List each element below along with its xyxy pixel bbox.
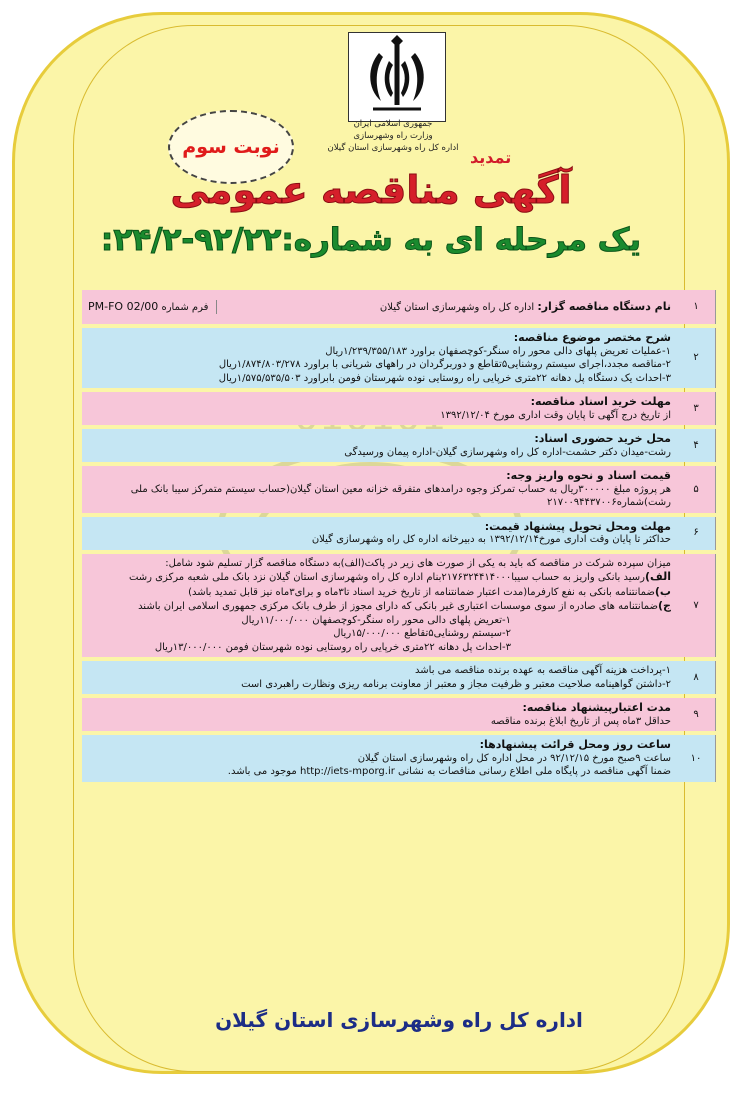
row-intro: میزان سپرده شرکت در مناقصه که باید به یکی از صورت های زیر در پاکت(الف)به دستگاه مناقصه گزار تسلیم شود شامل:	[165, 557, 671, 569]
deposit-item: ۲-سیستم روشنایی۵تقاطع ۱۵/۰۰۰/۰۰۰ریال	[333, 628, 511, 639]
row-heading: ساعت روز ومحل قرائت پیشنهادها:	[479, 738, 671, 751]
row-content	[82, 290, 677, 324]
option-label: الف)	[644, 570, 671, 583]
row-line: ۲-مناقصه مجدد،اجرای سیستم روشنایی۵تقاطع و دوربرگردان در راههای شریانی با براورد ۱/۸۷۴/۸۰۳/۲۷۸ریال	[218, 359, 671, 370]
row-text: اداره کل راه وشهرسازی استان گیلان	[379, 301, 535, 313]
row-line: ۱-عملیات تعریض پلهای دالی محور راه سنگر-کوچصفهان براورد ۱/۲۳۹/۳۵۵/۱۸۳ریال	[325, 345, 671, 357]
row-heading: مهلت ومحل تحویل پیشنهاد قیمت:	[484, 519, 671, 533]
table-row	[82, 466, 716, 513]
page-title: آگهی مناقصه عمومی	[170, 168, 572, 212]
table-row	[82, 735, 716, 782]
row-line: رشت-میدان دکتر حشمت-اداره کل راه وشهرسازی گیلان-اداره پیمان ورسیدگی	[344, 446, 671, 458]
row-number: ۲	[677, 328, 716, 388]
row-number: ۵	[677, 466, 716, 513]
row-number: ۸	[677, 661, 716, 694]
row-content	[82, 698, 677, 731]
round-badge-text: نوبت سوم	[182, 136, 280, 158]
row-content	[82, 517, 677, 550]
site-url-link[interactable]: http://iets-mporg.ir	[299, 766, 395, 777]
option-label: ب)	[654, 584, 671, 598]
row-content	[82, 392, 677, 425]
table-row	[82, 429, 716, 462]
row-content	[82, 328, 677, 388]
row-number: ۱	[677, 290, 716, 324]
emblem-line-3: اداره کل راه وشهرسازی استان گیلان	[327, 143, 459, 153]
row-number: ۳	[677, 392, 716, 425]
row-heading: مهلت خرید اسناد مناقصه:	[530, 395, 671, 408]
table-row	[82, 290, 716, 324]
option-text: ضمانتنامه های صادره از سوی موسسات اعتباری غیر بانکی که دارای مجوز از طرف بانک مرکزی جمهوری اسلامی ایران باشند	[138, 601, 659, 612]
row-line: حداقل ۳ماه پس از تاریخ ابلاغ برنده مناقصه	[490, 715, 671, 727]
emblem-line-2: وزارت راه وشهرسازی	[353, 131, 433, 141]
row-line: از تاریخ درج آگهی تا پایان وقت اداری مورخ ۱۳۹۲/۱۲/۰۴	[440, 409, 671, 421]
tender-table	[82, 286, 716, 786]
footer-organization: اداره کل راه وشهرسازی استان گیلان	[215, 1008, 583, 1032]
row-line: حداکثر تا پایان وقت اداری مورخ۱۳۹۲/۱۲/۱۴ به دبیرخانه اداره کل راه وشهرسازی گیلان	[311, 534, 671, 545]
row-number: ۶	[677, 517, 716, 550]
row-content	[82, 661, 677, 694]
row-heading: محل خرید حضوری اسناد:	[534, 432, 671, 445]
row-line: ساعت ۹صبح مورخ ۹۲/۱۲/۱۵ در محل اداره کل راه وشهرسازی استان گیلان	[357, 752, 671, 764]
row-heading: مدت اعتبارپیشنهاد مناقصه:	[522, 701, 671, 714]
row-heading: قیمت اسناد و نحوه واریز وجه:	[506, 469, 671, 482]
iran-emblem-icon	[349, 33, 445, 121]
row-label: نام دستگاه مناقصه گزار:	[537, 299, 671, 313]
row-line: هر پروژه مبلغ ۳۰۰۰۰۰ریال به حساب تمرکز وجوه درامدهای متفرقه خزانه معین استان گیلان(حساب سیستم متمرکز سیبا بانک ملی رشت)شماره۲۱۷۰۰۹۴۴۳۷۰۰۶	[130, 483, 671, 508]
row-number: ۹	[677, 698, 716, 731]
tender-number: یک مرحله ای به شماره:۹۲/۲۲-۲۴/۲:	[100, 222, 642, 258]
row-heading: شرح مختصر موضوع مناقصه:	[513, 331, 671, 344]
option-label: ج)	[658, 599, 671, 612]
iran-emblem-logo	[348, 32, 446, 122]
row-line: ۲-داشتن گواهینامه صلاحیت معتبر و ظرفیت مجاز و معتبر از معاونت برنامه ریزی ونظارت راهبردی است	[241, 678, 671, 690]
row-content	[82, 554, 677, 658]
emblem-caption	[318, 118, 468, 154]
site-text: ضمنا آگهی مناقصه در پایگاه ملی اطلاع رسانی مناقصات به نشانی	[398, 766, 671, 777]
table-row	[82, 392, 716, 425]
table-row	[82, 328, 716, 388]
row-content	[82, 429, 677, 462]
row-content	[82, 735, 677, 782]
row-content	[82, 466, 677, 513]
option-text: رسید بانکی واریز به حساب سیبا۲۱۷۶۳۲۴۴۱۴۰۰۰بنام اداره کل راه وشهرسازی استان گیلان نزد بانک ملی شعبه مرکزی رشت	[128, 572, 645, 583]
table-row	[82, 661, 716, 694]
extension-label: تمدید	[470, 148, 512, 167]
table-row	[82, 698, 716, 731]
option-text: ضمانتنامه بانکی به نفع کارفرما(مدت اعتبار ضمانتنامه از تاریخ خرید اسناد تا۳ماه و برای۳ماه نیز قابل تمدید باشد)	[188, 586, 655, 598]
row-number: ۴	[677, 429, 716, 462]
row-number: ۱۰	[677, 735, 716, 782]
deposit-item: ۳-احداث پل دهانه ۲۲متری خرپایی راه روستایی نوده شهرستان فومن ۱۳/۰۰۰/۰۰۰ریال	[154, 641, 511, 653]
row-line: ۳-احداث یک دستگاه پل دهانه ۲۲متری خرپایی راه روستایی نوده شهرستان فومن بابراورد ۱/۵۷۵/۵۳۵/۵۰۳ریال	[218, 372, 671, 384]
table-row	[82, 554, 716, 658]
row-number: ۷	[677, 554, 716, 658]
emblem-line-1: جمهوری اسلامی ایران	[353, 119, 433, 129]
site-text-end: موجود می باشد.	[227, 766, 297, 777]
form-label: فرم شماره	[161, 301, 209, 313]
deposit-item: ۱-تعریض پلهای دالی محور راه سنگر-کوچصفهان ۱۱/۰۰۰/۰۰۰ریال	[241, 614, 511, 626]
form-code: PM-FO 02/00	[88, 299, 159, 313]
table-row	[82, 517, 716, 550]
row-line: ۱-پرداخت هزینه آگهی مناقصه به عهده برنده مناقصه می باشد	[415, 665, 671, 676]
